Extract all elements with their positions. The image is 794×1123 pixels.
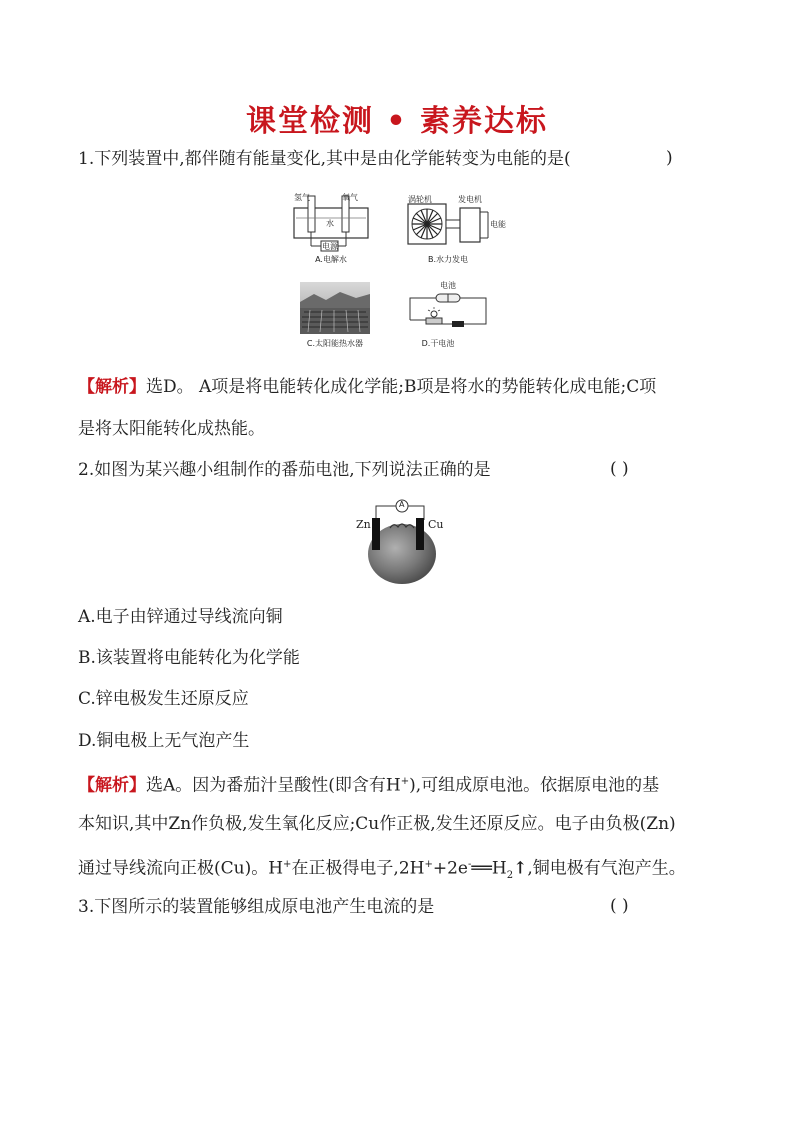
q2-analysis-line2: 本知识,其中Zn作负极,发生氧化反应;Cu作正极,发生还原反应。电子由负极(Zn) [78,814,676,834]
fig-c-caption: C.太阳能热水器 [306,339,364,348]
q2-analysis-line1: 【解析】选A。因为番茄汁呈酸性(即含有H+),可组成原电池。依据原电池的基 [78,775,660,796]
q1-analysis-line2: 是将太阳能转化成热能。 [78,419,265,439]
q1-paren-close: ) [666,148,673,168]
fig-a-h2-label: 氢气 [294,193,310,202]
fig-a-o2-label: 氧气 [342,193,358,202]
q2-option-d: D.铜电极上无气泡产生 [78,731,250,751]
zn-electrode-label: Zn [356,518,371,531]
fig-b-hydropower [406,190,506,272]
fig-a-water-label: 水 [326,219,334,228]
q3-stem: 3.下图所示的装置能够组成原电池产生电流的是 [78,897,435,917]
fig-a-electrolysis [290,188,372,272]
fig-d-dry-cell [406,280,490,352]
fig-d-caption: D.干电池 [421,339,455,348]
fig-b-caption: B.水力发电 [427,255,469,264]
ammeter-label: A [399,500,405,509]
q1-analysis-line1: 【解析】选D。 A项是将电能转化成化学能;B项是将水的势能转化成电能;C项 [78,377,657,397]
fig-a-power-label: 电源 [322,242,338,251]
fig-d-battery-label: 电池 [440,281,456,290]
q2-option-c: C.锌电极发生还原反应 [78,689,249,709]
q2-stem: 2.如图为某兴趣小组制作的番茄电池,下列说法正确的是 [78,460,491,480]
q1-stem: 1.下列装置中,都伴随有能量变化,其中是由化学能转变为电能的是( [78,149,571,169]
q2-analysis-tag: 【解析】 [78,775,146,796]
q2-analysis-line3: 通过导线流向正极(Cu)。H+在正极得电子$,2H^++2e^-══H_2↑$,铜电极有气泡产生。 [78,858,686,882]
page-title: 课堂检测 • 素养达标 [245,104,549,139]
fig-a-caption: A.电解水 [315,255,347,264]
fig-b-generator-label: 发电机 [458,195,482,204]
q3-paren: ( ) [610,896,629,916]
fig-c-solar-heater [300,282,370,352]
cu-electrode-label: Cu [428,518,444,531]
q2-option-a: A.电子由锌通过导线流向铜 [78,607,283,627]
solar-heater-photo [300,282,370,334]
q1-analysis-tag: 【解析】 [78,377,146,397]
fig-b-energy-label: 电能 [490,220,506,229]
fig-b-turbine-label: 涡轮机 [408,195,432,204]
q2-option-b: B.该装置将电能转化为化学能 [78,648,300,668]
q2-tomato-battery-figure [354,494,450,590]
q2-paren: ( ) [610,459,629,479]
